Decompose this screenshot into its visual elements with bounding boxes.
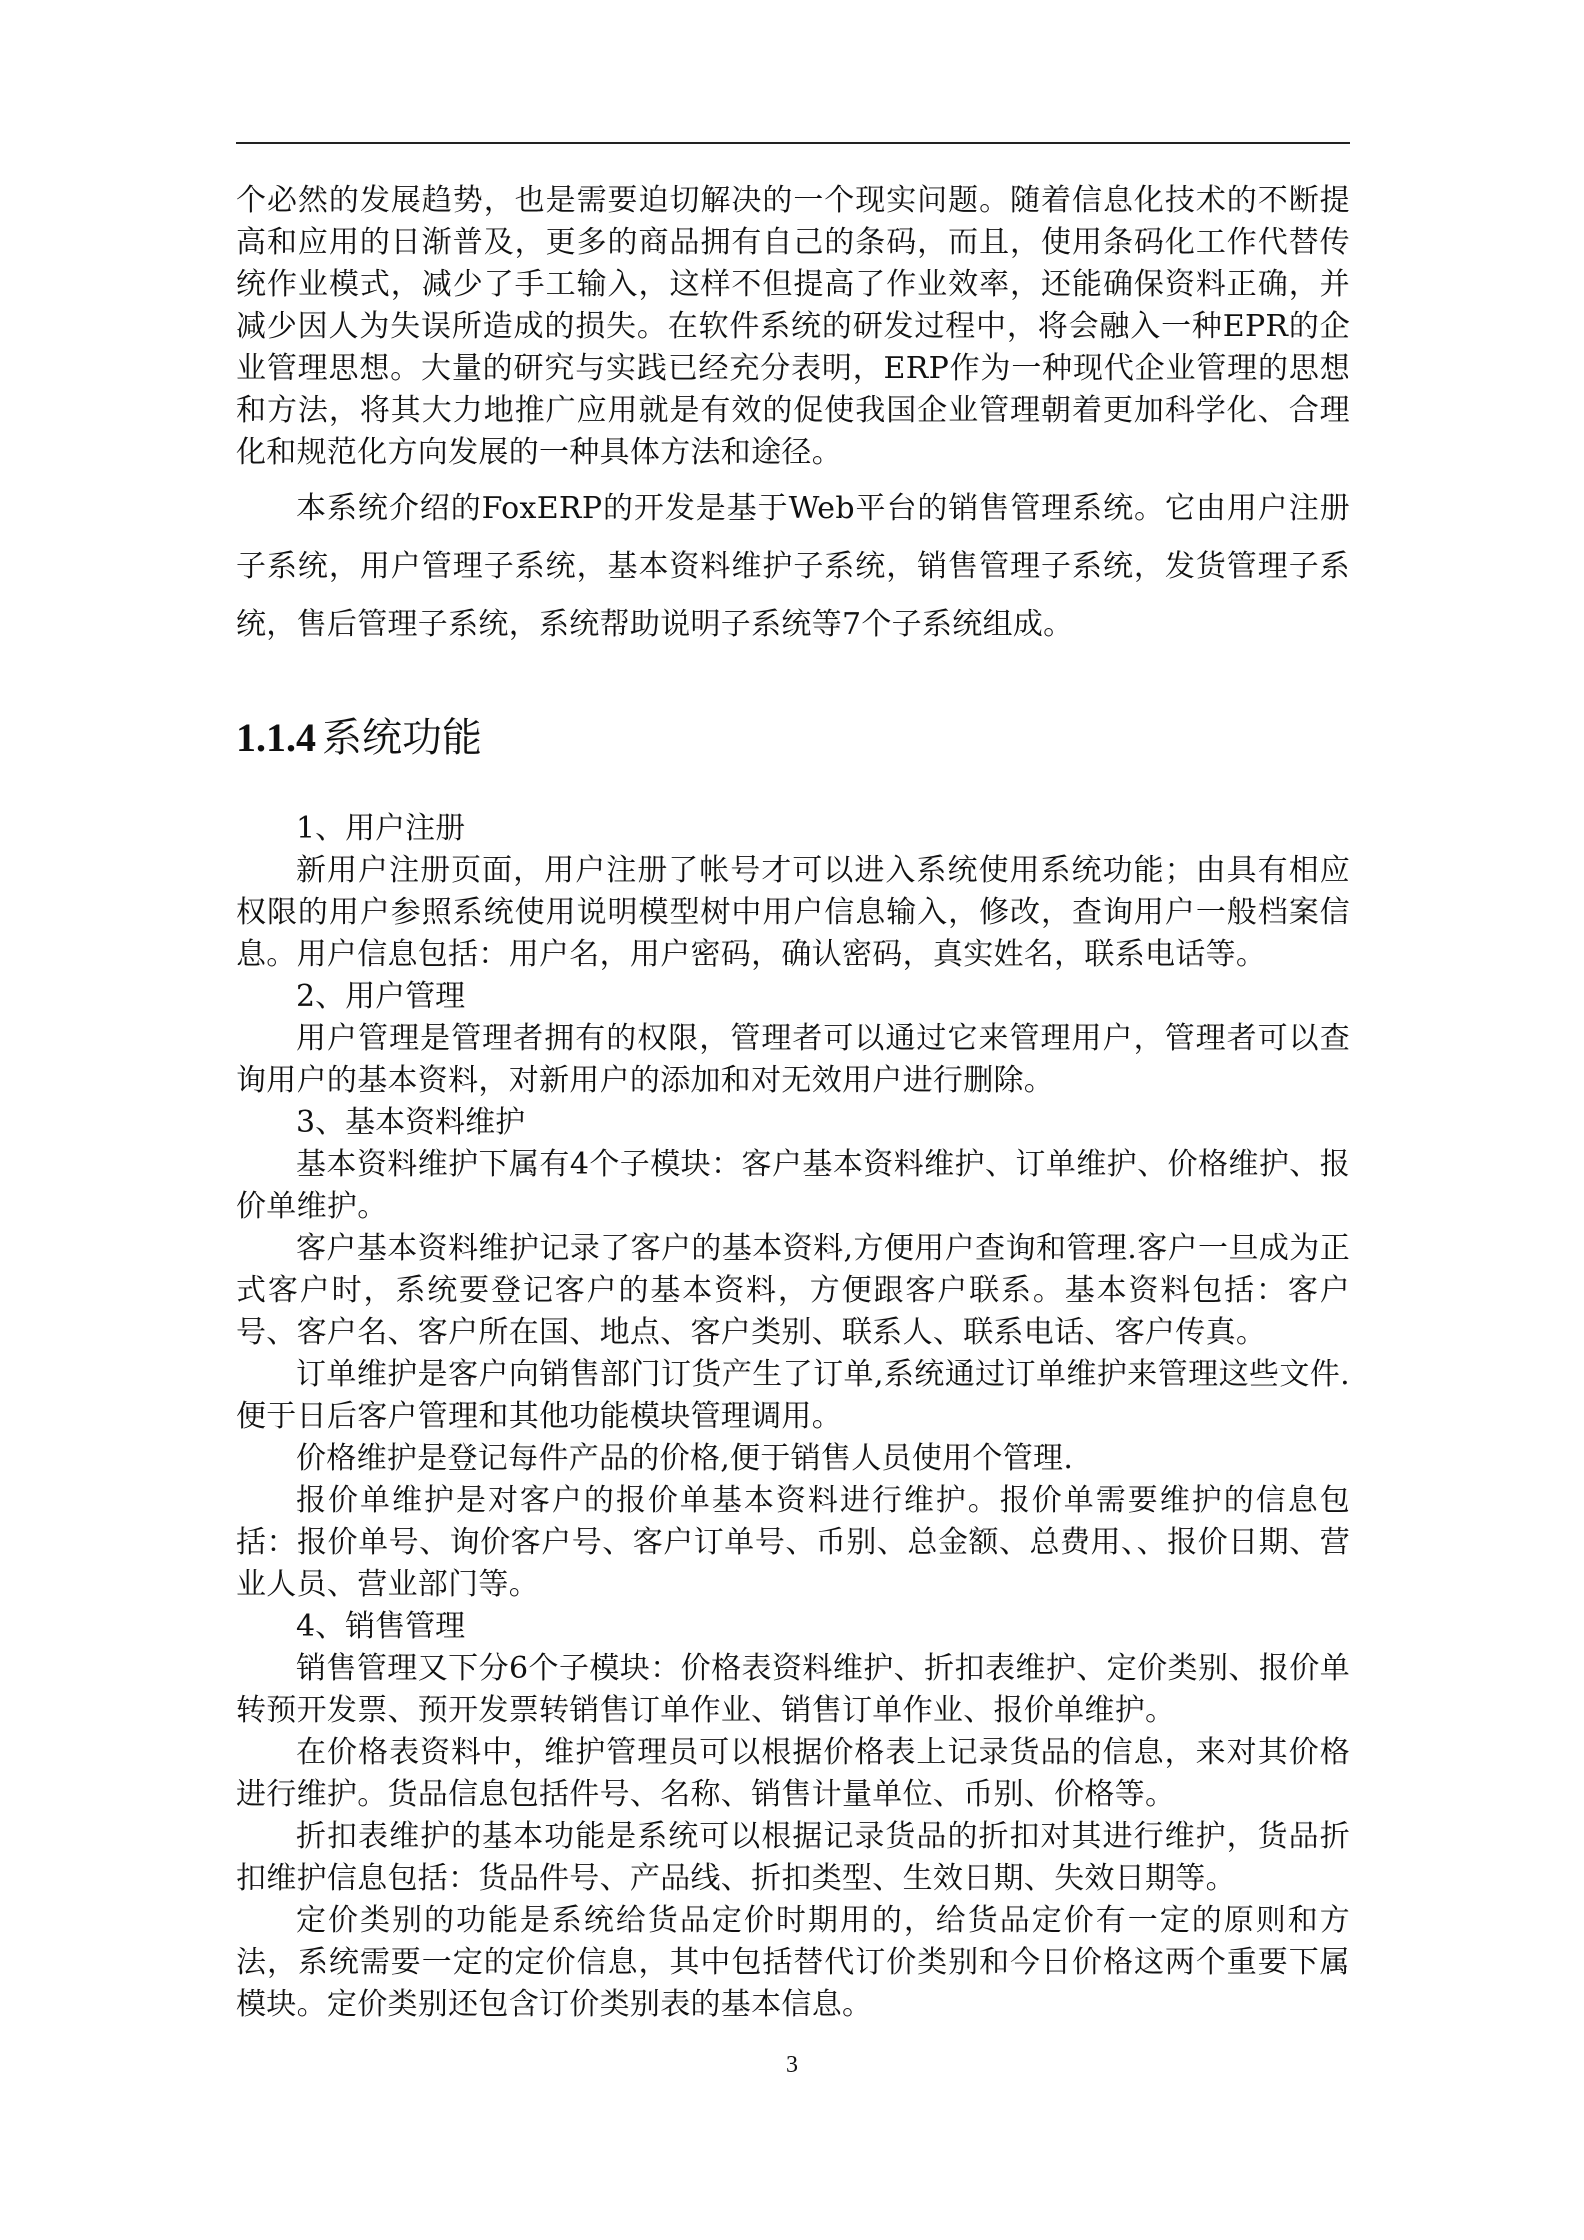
function-item-user-management [236,976,1350,1102]
function-list [236,808,1350,2026]
item-paragraph: 定价类别的功能是系统给货品定价时期用的，给货品定价有一定的原则和方法，系统需要一定的定价信息，其中包括替代订价类别和今日价格这两个重要下属模块。定价类别还包含订价类别表的基本信息。 [236,1903,1350,2022]
item-paragraph: 价格维护是登记每件产品的价格,便于销售人员使用个管理. [296,1441,1074,1476]
function-item-basic-data-maintenance [236,1102,1350,1606]
item-paragraph: 客户基本资料维护记录了客户的基本资料,方便用户查询和管理.客户一旦成为正式客户时，系统要登记客户的基本资料，方便跟客户联系。基本资料包括：客户号、客户名、客户所在国、地点、客户类别、联系人、联系电话、客户传真。 [236,1231,1350,1350]
item-paragraph: 在价格表资料中，维护管理员可以根据价格表上记录货品的信息，来对其价格进行维护。货品信息包括件号、名称、销售计量单位、币别、价格等。 [236,1735,1350,1812]
section-title: 系统功能 [322,715,482,761]
item-title: 3、基本资料维护 [296,1105,526,1140]
item-paragraph: 销售管理又下分6个子模块：价格表资料维护、折扣表维护、定价类别、报价单转预开发票、预开发票转销售订单作业、销售订单作业、报价单维护。 [236,1651,1350,1728]
item-paragraph: 报价单维护是对客户的报价单基本资料进行维护。报价单需要维护的信息包括：报价单号、询价客户号、客户订单号、币别、总金额、总费用、、报价日期、营业人员、营业部门等。 [236,1483,1350,1602]
page-number: 3 [786,2052,798,2078]
item-paragraph: 折扣表维护的基本功能是系统可以根据记录货品的折扣对其进行维护，货品折扣维护信息包括：货品件号、产品线、折扣类型、生效日期、失效日期等。 [236,1819,1350,1896]
item-paragraph: 基本资料维护下属有4个子模块：客户基本资料维护、订单维护、价格维护、报价单维护。 [236,1147,1350,1224]
item-paragraph: 新用户注册页面，用户注册了帐号才可以进入系统使用系统功能；由具有相应权限的用户参照系统使用说明模型树中用户信息输入，修改，查询用户一般档案信息。用户信息包括：用户名，用户密码，确认密码，真实姓名，联系电话等。 [236,853,1350,972]
item-title: 2、用户管理 [296,979,466,1014]
page-body [236,180,1350,2026]
intro-paragraph-2: 本系统介绍的FoxERP的开发是基于Web平台的销售管理系统。它由用户注册子系统，用户管理子系统，基本资料维护子系统，销售管理子系统，发货管理子系统，售后管理子系统，系统帮助说明子系统等7个子系统组成。 [236,491,1350,642]
intro-paragraph-1: 个必然的发展趋势，也是需要迫切解决的一个现实问题。随着信息化技术的不断提高和应用的日渐普及，更多的商品拥有自己的条码，而且，使用条码化工作代替传统作业模式，减少了手工输入，这样不但提高了作业效率，还能确保资料正确，并减少因人为失误所造成的损失。在软件系统的研发过程中，将会融入一种EPR的企业管理思想。大量的研究与实践已经充分表明，ERP作为一种现代企业管理的思想和方法，将其大力地推广应用就是有效的促使我国企业管理朝着更加科学化、合理化和规范化方向发展的一种具体方法和途径。 [236,183,1350,470]
section-heading [236,710,1350,766]
item-paragraph: 订单维护是客户向销售部门订货产生了订单,系统通过订单维护来管理这些文件.便于日后客户管理和其他功能模块管理调用。 [236,1357,1350,1434]
item-title: 4、销售管理 [296,1609,466,1644]
header-rule [236,142,1350,144]
function-item-sales-management [236,1606,1350,2026]
item-title: 1、用户注册 [296,811,466,846]
item-paragraph: 用户管理是管理者拥有的权限，管理者可以通过它来管理用户，管理者可以查询用户的基本资料，对新用户的添加和对无效用户进行删除。 [236,1021,1350,1098]
function-item-user-registration [236,808,1350,976]
section-number: 1.1.4 [236,715,316,760]
